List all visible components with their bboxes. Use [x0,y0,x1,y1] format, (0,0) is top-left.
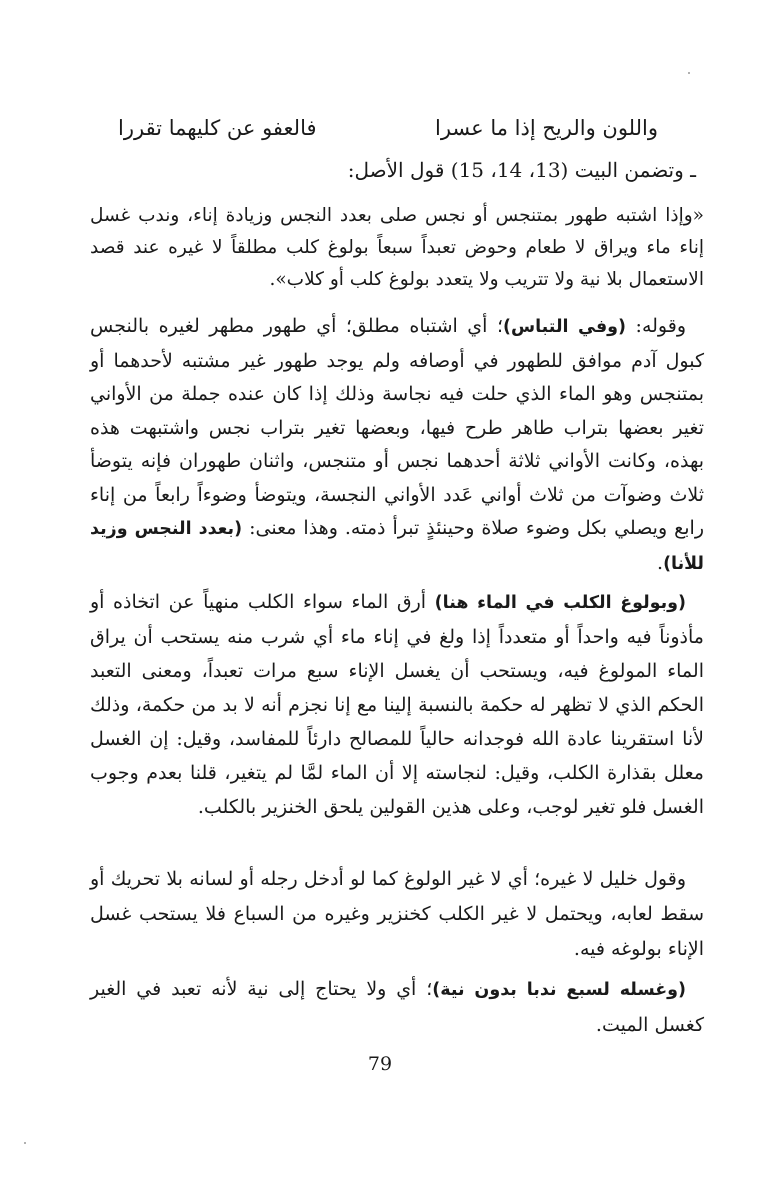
bold-term: (وفي التباس) [503,317,627,337]
intro-line: ـ وتضمن البيت (13، 14، 15) قول الأصل: [347,158,696,182]
poem-hemistich-right: واللون والريح إذا ما عسرا [434,116,658,140]
paragraph-washing [90,972,704,1043]
quoted-text: «وإذا اشتبه طهور بمتنجس أو نجس صلى بعدد النجس وزيادة إناء، وندب غسل إناء ماء ويراق لا طعام وحوض تعبداً سبعاً بولوغ كلب مطلقاً لا غيره عند قصد الاستعمال بلا نية ولا تتريب ولا يتعدد بولوغ كلب أو كلاب». [90,205,704,290]
page-number: 79 [367,1053,393,1075]
paragraph-text: ؛ أي ولا يحتاج إلى نية لأنه تعبد في الغير كغسل الميت. [90,978,704,1036]
paragraph-lead: وقوله: [635,315,686,337]
poem-verse [118,116,658,152]
bold-term: (بعدد النجس وزيد للأنا) [90,519,704,574]
paragraph-text: ؛ أي اشتباه مطلق؛ أي طهور مطهر لغيره بالنجس كبول آدم موافق للطهور في أوصافه ولم يوجد طهور غير مشتبه لأحدهما أو بمتنجس وهو الماء الذي حلت فيه نجاسة وذلك إذا كان عنده جملة من الأواني تغير بعضها بتراب طاهر طرح فيها، وبعضها تغير بتراب نجس واشتبهت هذه بهذه، وكانت الأواني ثلاثة أحدهما نجس أو متنجس، واثنان طهوران فإنه يتوضأ ثلاث وضوآت من ثلاث أواني عَدد الأواني النجسة، ويتوضأ وضوءاً رابعاً من إناء رابع ويصلي بكل وضوء صلاة وحينئذٍ تبرأ ذمته. وهذا معنى: [90,315,704,539]
scan-speck [24,1142,26,1144]
scan-speck [688,72,690,74]
paragraph-dog-licking [90,585,704,824]
bold-term: (وغسله لسبع ندبا بدون نية) [432,980,686,1000]
paragraph-confusion [90,310,704,581]
poem-hemistich-left: فالعفو عن كليهما تقررا [118,116,317,140]
paragraph-khalil: وقول خليل لا غيره؛ أي لا غير الولوغ كما لو أدخل رجله أو لسانه بلا تحريك أو سقط لعابه، ويحتمل لا غير الكلب كخنزير وغيره من السباع فلا يستحب غسل الإناء بولوغه فيه. [90,868,704,960]
paragraph-text: أرق الماء سواء الكلب منهياً عن اتخاذه أو مأذوناً فيه واحداً أو متعدداً إذا ولغ في إناء ماء أي شرب منه يستحب أن يراق الماء المولوغ فيه، ويستحب أن يغسل الإناء سبع مرات تعبداً، ومعنى التعبد الحكم الذي لا تظهر له حكمة بالنسبة إلينا مع إنا نجزم أنه لا بد من حكمة، وذلك لأنا استقرينا عادة الله فوجدانه حالياً للمصالح دارئاً للمفاسد، وقيل: إن الغسل معلل بقذارة الكلب، وقيل: لنجاسته إلا أن الماء لمَّا لم يتغير، قلنا بعدم وجوب الغسل فلو تغير لوجب، وعلى هذين القولين يلحق الخنزير بالكلب. [90,591,704,818]
bold-term: (وبولوغ الكلب في الماء هنا) [434,593,686,613]
paragraph-text: . [657,551,664,574]
